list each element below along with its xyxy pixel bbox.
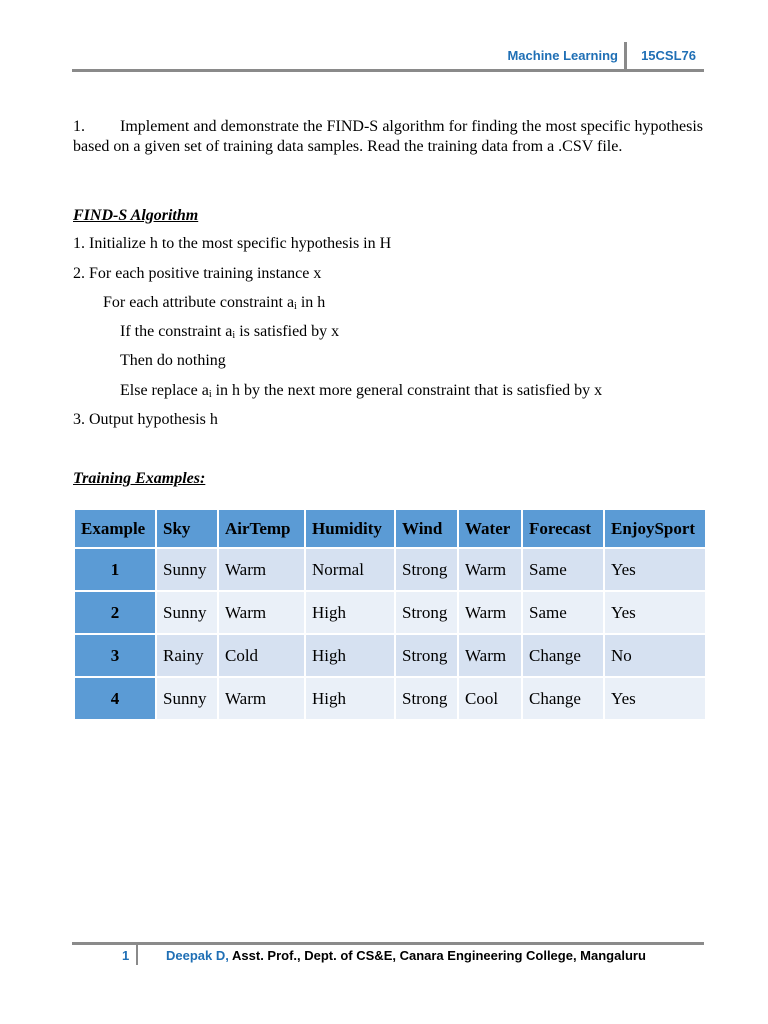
- page-header: [72, 42, 704, 70]
- table-cell: High: [305, 591, 395, 634]
- table-cell: Warm: [458, 591, 522, 634]
- algorithm-step-2b: [120, 322, 339, 346]
- header-rule: [72, 69, 704, 72]
- column-header: AirTemp: [218, 509, 305, 548]
- algorithm-step-2d: [120, 381, 602, 405]
- table-cell: Normal: [305, 548, 395, 591]
- column-header: EnjoySport: [604, 509, 706, 548]
- table-cell: Warm: [458, 634, 522, 677]
- header-divider: [624, 42, 627, 70]
- table-cell: Warm: [218, 677, 305, 720]
- algorithm-step-2c: Then do nothing: [120, 352, 226, 369]
- table-cell: Sunny: [156, 548, 218, 591]
- table-row: [74, 591, 706, 634]
- algorithm-step-2: 2. For each positive training instance x: [73, 265, 322, 282]
- table-cell: Change: [522, 634, 604, 677]
- algorithm-step-3: 3. Output hypothesis h: [73, 411, 218, 428]
- algorithm-step-1: 1. Initialize h to the most specific hypothesis in H: [73, 235, 392, 252]
- footer-credit: [166, 948, 646, 963]
- table-cell: No: [604, 634, 706, 677]
- table-row: [74, 634, 706, 677]
- table-cell: Yes: [604, 591, 706, 634]
- table-cell: Strong: [395, 548, 458, 591]
- footer-author: Deepak D,: [166, 948, 229, 963]
- step-2a-subscript: i: [294, 301, 297, 312]
- step-2b-text: If the constraint a: [120, 323, 233, 340]
- table-cell: Sunny: [156, 677, 218, 720]
- intro-paragraph: [73, 117, 703, 157]
- column-header: Water: [458, 509, 522, 548]
- table-cell: Warm: [218, 591, 305, 634]
- header-subject: Machine Learning: [507, 48, 618, 63]
- step-2d-text-end: in h by the next more general constraint that is satisfied by x: [211, 382, 603, 399]
- table-cell: Yes: [604, 548, 706, 591]
- table-cell: Strong: [395, 677, 458, 720]
- table-cell: Same: [522, 548, 604, 591]
- table-cell-example: 1: [74, 548, 156, 591]
- table-cell-example: 2: [74, 591, 156, 634]
- table-cell: Warm: [218, 548, 305, 591]
- header-course-code: 15CSL76: [641, 48, 696, 63]
- table-cell: Same: [522, 591, 604, 634]
- table-cell: High: [305, 677, 395, 720]
- column-header: Forecast: [522, 509, 604, 548]
- footer-rule: [72, 942, 704, 945]
- column-header: Humidity: [305, 509, 395, 548]
- table-cell: Rainy: [156, 634, 218, 677]
- column-header: Wind: [395, 509, 458, 548]
- intro-number: 1.: [73, 118, 85, 135]
- table-cell: Cool: [458, 677, 522, 720]
- column-header: Sky: [156, 509, 218, 548]
- table-cell: Sunny: [156, 591, 218, 634]
- table-header-row: [74, 509, 706, 548]
- table-cell: Change: [522, 677, 604, 720]
- table-cell-example: 4: [74, 677, 156, 720]
- training-table: [73, 508, 707, 721]
- step-2a-text: For each attribute constraint a: [103, 294, 295, 311]
- table-cell: Warm: [458, 548, 522, 591]
- column-header: Example: [74, 509, 156, 548]
- step-2a-text-end: in h: [296, 294, 326, 311]
- step-2d-text: Else replace a: [120, 382, 209, 399]
- table-row: [74, 677, 706, 720]
- table-cell: High: [305, 634, 395, 677]
- step-2b-subscript: i: [232, 330, 236, 341]
- table-cell: Strong: [395, 591, 458, 634]
- footer-affiliation: Asst. Prof., Dept. of CS&E, Canara Engineering College, Mangaluru: [232, 948, 646, 963]
- table-cell: Strong: [395, 634, 458, 677]
- footer-divider: [136, 945, 138, 965]
- table-row: [74, 548, 706, 591]
- table-cell: Cold: [218, 634, 305, 677]
- algorithm-step-2a: [103, 293, 325, 317]
- training-title: Training Examples:: [73, 470, 206, 487]
- intro-text: Implement and demonstrate the FIND-S algorithm for finding the most specific hypothesis based on a given set of training data samples. Read the training data from a .CSV file.: [73, 118, 703, 155]
- step-2b-text-end: is satisfied by x: [235, 323, 340, 340]
- table-cell-example: 3: [74, 634, 156, 677]
- step-2d-subscript: i: [208, 389, 212, 400]
- table-cell: Yes: [604, 677, 706, 720]
- algorithm-title: FIND-S Algorithm: [73, 207, 199, 224]
- page-number: 1: [122, 948, 130, 963]
